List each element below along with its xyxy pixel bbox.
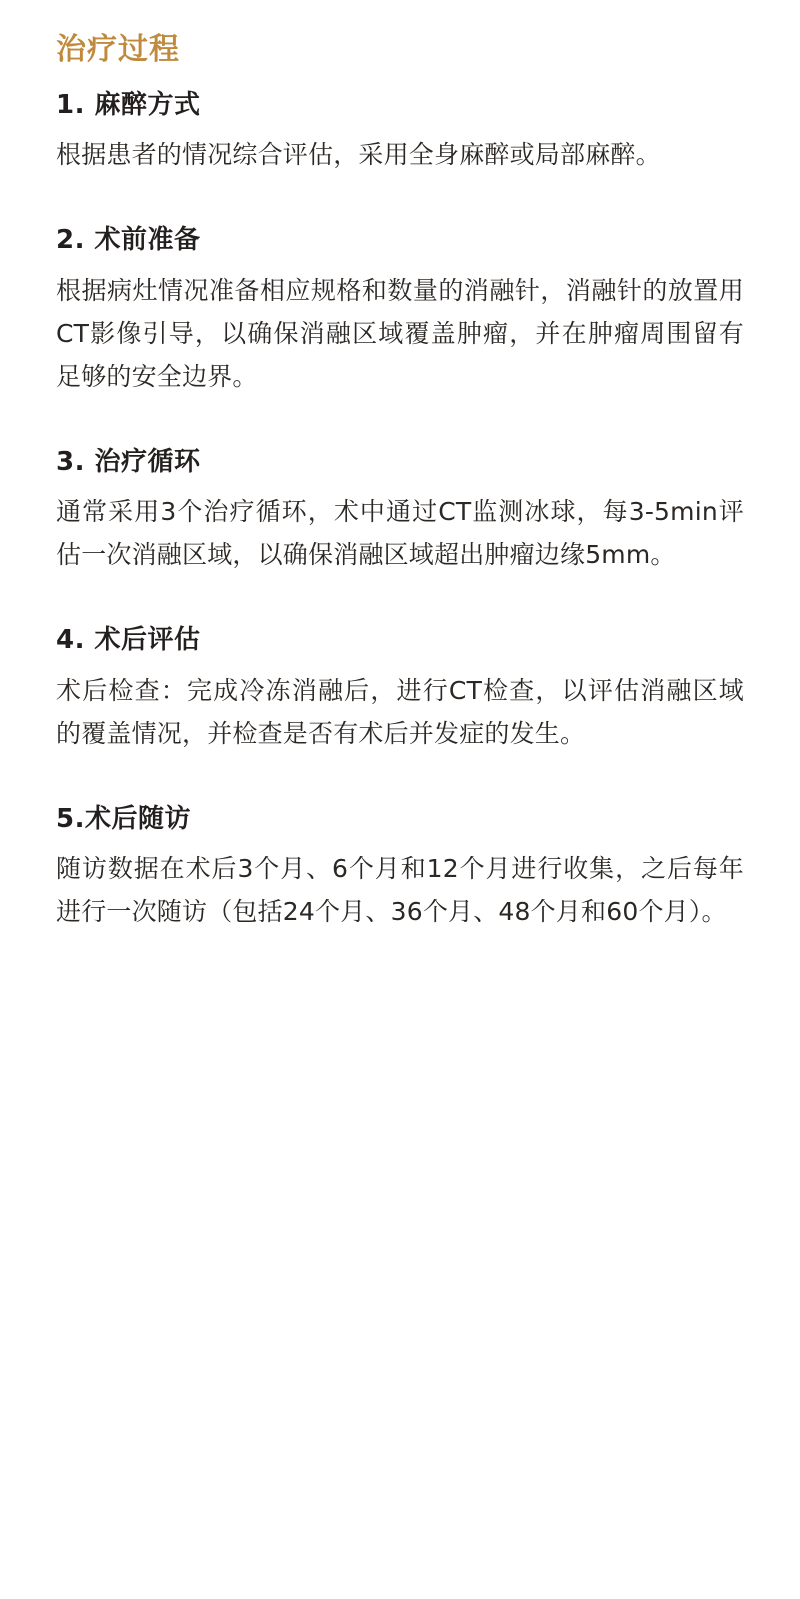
section-postoperative-assessment [56,622,744,754]
section-body: 根据病灶情况准备相应规格和数量的消融针，消融针的放置用CT影像引导，以确保消融区域覆盖肿瘤，并在肿瘤周围留有足够的安全边界。 [56,275,744,391]
section-body: 随访数据在术后3个月、6个月和12个月进行收集，之后每年进行一次随访（包括24个月、36个月、48个月和60个月）。 [56,853,744,926]
section-body: 通常采用3个治疗循环，术中通过CT监测冰球，每3-5min评估一次消融区域，以确保消融区域超出肿瘤边缘5mm。 [56,497,744,570]
section-heading: 5.术后随访 [56,803,191,834]
section-treatment-cycle [56,444,744,576]
section-heading: 4. 术后评估 [56,625,201,656]
page-title: 治疗过程 [56,32,180,67]
section-anesthesia [56,87,744,176]
section-heading: 3. 治疗循环 [56,446,201,477]
section-body: 术后检查：完成冷冻消融后，进行CT检查，以评估消融区域的覆盖情况，并检查是否有术后并发症的发生。 [56,675,744,748]
section-preoperative-preparation [56,222,744,397]
section-heading: 1. 麻醉方式 [56,90,201,120]
section-follow-up [56,801,744,933]
section-heading: 2. 术前准备 [56,225,201,256]
section-body: 根据患者的情况综合评估，采用全身麻醉或局部麻醉。 [56,140,661,170]
